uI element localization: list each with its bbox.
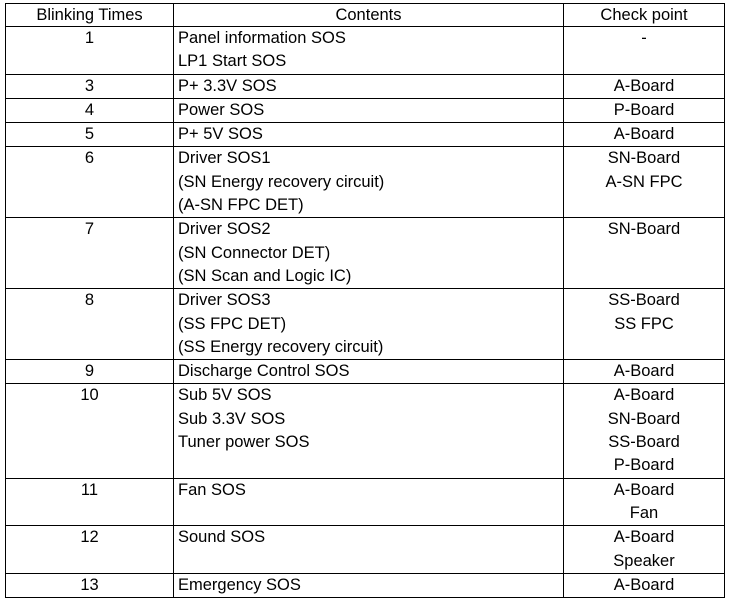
- contents-line: (A-SN FPC DET): [178, 196, 304, 215]
- contents-line: P+ 5V SOS: [178, 125, 263, 144]
- blinking-times-cell: 13: [6, 573, 174, 597]
- table-row: [6, 98, 725, 122]
- blinking-times-cell: 8: [6, 289, 174, 360]
- table-row: [6, 218, 725, 289]
- contents-cell: [174, 98, 564, 122]
- check-point-cell: [564, 478, 725, 526]
- check-point-cell: [564, 384, 725, 478]
- contents-line: (SN Energy recovery circuit): [178, 172, 385, 191]
- contents-cell: [174, 218, 564, 289]
- check-point-line: SS-Board: [608, 291, 680, 310]
- blinking-times-cell: 1: [6, 27, 174, 75]
- blinking-times-cell: 3: [6, 74, 174, 98]
- check-point-cell: [564, 98, 725, 122]
- blinking-times-cell: 5: [6, 123, 174, 147]
- check-point-cell: [564, 218, 725, 289]
- check-point-line: P-Board: [613, 100, 675, 119]
- contents-cell: [174, 360, 564, 384]
- check-point-line: A-Board: [613, 76, 675, 95]
- check-point-line: A-Board: [613, 386, 675, 405]
- table-row: [6, 74, 725, 98]
- check-point-line: -: [641, 29, 647, 47]
- contents-line: Driver SOS2: [178, 220, 271, 239]
- contents-cell: [174, 526, 564, 574]
- table-row: [6, 478, 725, 526]
- contents-line: P+ 3.3V SOS: [178, 76, 277, 95]
- contents-cell: [174, 478, 564, 526]
- contents-line: LP1 Start SOS: [178, 52, 287, 71]
- header-row: [6, 4, 725, 27]
- contents-line: Discharge Control SOS: [178, 362, 350, 381]
- check-point-line: SS FPC: [614, 314, 674, 333]
- table-row: [6, 123, 725, 147]
- contents-cell: [174, 74, 564, 98]
- check-point-line: Fan: [629, 503, 659, 522]
- check-point-line: P-Board: [613, 456, 675, 475]
- sos-blinking-table: [5, 3, 725, 598]
- check-point-line: Speaker: [613, 551, 675, 570]
- header-check-point: Check point: [564, 4, 725, 27]
- blinking-times-cell: 7: [6, 218, 174, 289]
- table-body: [6, 27, 725, 598]
- table-row: [6, 384, 725, 478]
- contents-line: Sub 5V SOS: [178, 386, 272, 405]
- check-point-cell: [564, 27, 725, 75]
- contents-line: (SS FPC DET): [178, 314, 287, 333]
- table-row: [6, 360, 725, 384]
- contents-line: (SS Energy recovery circuit): [178, 337, 384, 356]
- contents-cell: [174, 123, 564, 147]
- contents-line: Emergency SOS: [178, 575, 301, 594]
- header-blinking-times: Blinking Times: [6, 4, 174, 27]
- table-row: [6, 289, 725, 360]
- contents-line: Driver SOS1: [178, 149, 271, 168]
- contents-line: Fan SOS: [178, 480, 246, 499]
- blinking-times-cell: 10: [6, 384, 174, 478]
- contents-line: (SN Scan and Logic IC): [178, 266, 352, 285]
- table-row: [6, 573, 725, 597]
- check-point-line: SN-Board: [607, 220, 681, 239]
- check-point-line: SS-Board: [608, 433, 680, 452]
- contents-line: Tuner power SOS: [178, 433, 310, 452]
- table-row: [6, 526, 725, 574]
- check-point-cell: [564, 123, 725, 147]
- check-point-cell: [564, 526, 725, 574]
- check-point-cell: [564, 74, 725, 98]
- contents-line: Power SOS: [178, 100, 265, 119]
- blinking-times-cell: 4: [6, 98, 174, 122]
- check-point-cell: [564, 360, 725, 384]
- check-point-cell: [564, 573, 725, 597]
- contents-line: Driver SOS3: [178, 291, 271, 310]
- check-point-line: A-Board: [613, 528, 675, 547]
- table-row: [6, 147, 725, 218]
- check-point-cell: [564, 289, 725, 360]
- contents-line: (SN Connector DET): [178, 243, 331, 262]
- blinking-times-cell: 11: [6, 478, 174, 526]
- blinking-times-cell: 6: [6, 147, 174, 218]
- check-point-line: A-SN FPC: [605, 172, 683, 191]
- check-point-line: SN-Board: [607, 409, 681, 428]
- contents-line: Sub 3.3V SOS: [178, 409, 286, 428]
- contents-line: Sound SOS: [178, 528, 266, 547]
- contents-line: Panel information SOS: [178, 29, 346, 47]
- header-contents: Contents: [174, 4, 564, 27]
- contents-cell: [174, 147, 564, 218]
- contents-cell: [174, 384, 564, 478]
- check-point-line: A-Board: [613, 575, 675, 594]
- contents-cell: [174, 573, 564, 597]
- check-point-line: A-Board: [613, 480, 675, 499]
- contents-cell: [174, 289, 564, 360]
- check-point-line: A-Board: [613, 125, 675, 144]
- table-row: [6, 27, 725, 75]
- contents-cell: [174, 27, 564, 75]
- blinking-times-cell: 9: [6, 360, 174, 384]
- check-point-line: SN-Board: [607, 149, 681, 168]
- check-point-cell: [564, 147, 725, 218]
- check-point-line: A-Board: [613, 362, 675, 381]
- blinking-times-cell: 12: [6, 526, 174, 574]
